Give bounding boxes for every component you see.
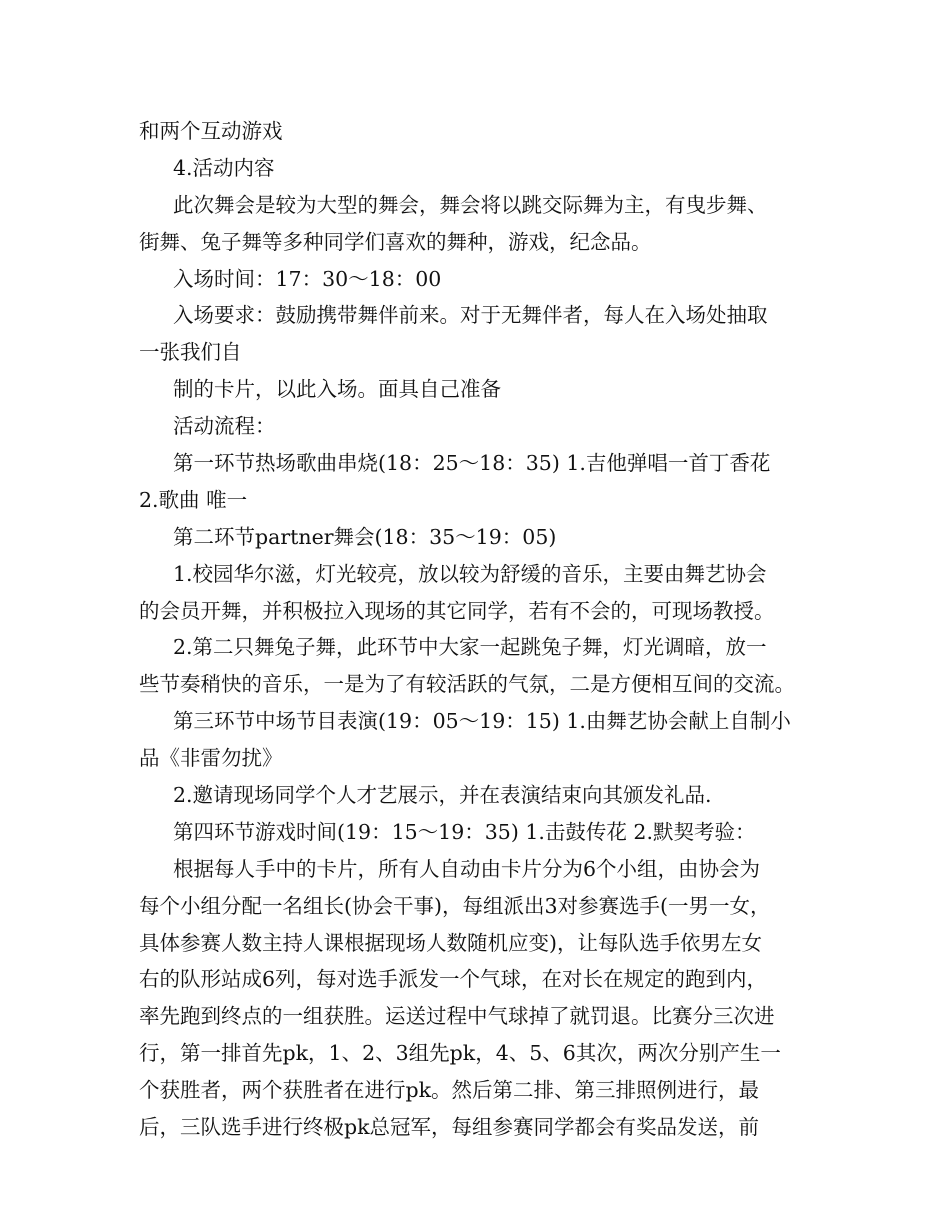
paragraph-line: 入场时间：17：30～18：00 — [173, 266, 442, 291]
paragraph-line: 一张我们自 — [139, 340, 242, 365]
paragraph-line: 率先跑到终点的一组获胜。运送过程中气球掉了就罚退。比赛分三次进 — [139, 1004, 775, 1029]
paragraph-line: 第三环节中场节目表演(19：05～19：15) 1.由舞艺协会献上自制小 — [173, 709, 791, 734]
paragraph-line: 制的卡片，以此入场。面具自己准备 — [173, 377, 501, 402]
paragraph-line: 行，第一排首先pk，1、2、3组先pk，4、5、6其次，两次分别产生一 — [139, 1041, 781, 1066]
paragraph-line: 活动流程： — [173, 414, 276, 439]
paragraph-line: 2.邀请现场同学个人才艺展示，并在表演结束向其颁发礼品. — [173, 783, 712, 808]
paragraph-line: 4.活动内容 — [173, 155, 275, 180]
paragraph-line: 的会员开舞，并积极拉入现场的其它同学，若有不会的，可现场教授。 — [139, 598, 775, 623]
paragraph-line: 和两个互动游戏 — [139, 119, 283, 143]
paragraph-line: 2.歌曲 唯一 — [139, 487, 248, 512]
paragraph-line: 品《非雷勿扰》 — [139, 746, 283, 771]
paragraph-line: 后，三队选手进行终极pk总冠军，每组参赛同学都会有奖品发送，前 — [139, 1115, 760, 1140]
paragraph-line: 每个小组分配一名组长(协会干事)，每组派出3对参赛选手(一男一女， — [139, 893, 771, 918]
paragraph-line: 右的队形站成6列，每对选手派发一个气球，在对长在规定的跑到内， — [139, 967, 768, 992]
paragraph-line: 入场要求：鼓励携带舞伴前来。对于无舞伴者，每人在入场处抽取 — [173, 303, 768, 328]
paragraph-line: 此次舞会是较为大型的舞会，舞会将以跳交际舞为主，有曳步舞、 — [173, 192, 768, 217]
paragraph-line: 街舞、兔子舞等多种同学们喜欢的舞种，游戏，纪念品。 — [139, 229, 652, 254]
paragraph-line: 第二环节partner舞会(18：35～19：05) — [173, 524, 557, 549]
paragraph-line: 些节奏稍快的音乐，一是为了有较活跃的气氛，二是方便相互间的交流。 — [139, 672, 795, 697]
paragraph-line: 第一环节热场歌曲串烧(18：25～18：35) 1.吉他弹唱一首丁香花 — [173, 451, 771, 476]
paragraph-line: 1.校园华尔滋，灯光较亮，放以较为舒缓的音乐，主要由舞艺协会 — [173, 561, 767, 586]
paragraph-line: 个获胜者，两个获胜者在进行pk。然后第二排、第三排照例进行，最 — [139, 1078, 760, 1103]
paragraph-line: 根据每人手中的卡片，所有人自动由卡片分为6个小组，由协会为 — [173, 856, 761, 881]
paragraph-line: 第四环节游戏时间(19：15～19：35) 1.击鼓传花 2.默契考验： — [173, 819, 756, 844]
paragraph-line: 具体参赛人数主持人课根据现场人数随机应变)，让每队选手依男左女 — [139, 930, 762, 955]
document-body — [139, 113, 819, 1146]
paragraph-line: 2.第二只舞兔子舞，此环节中大家一起跳兔子舞，灯光调暗，放一 — [173, 635, 767, 660]
